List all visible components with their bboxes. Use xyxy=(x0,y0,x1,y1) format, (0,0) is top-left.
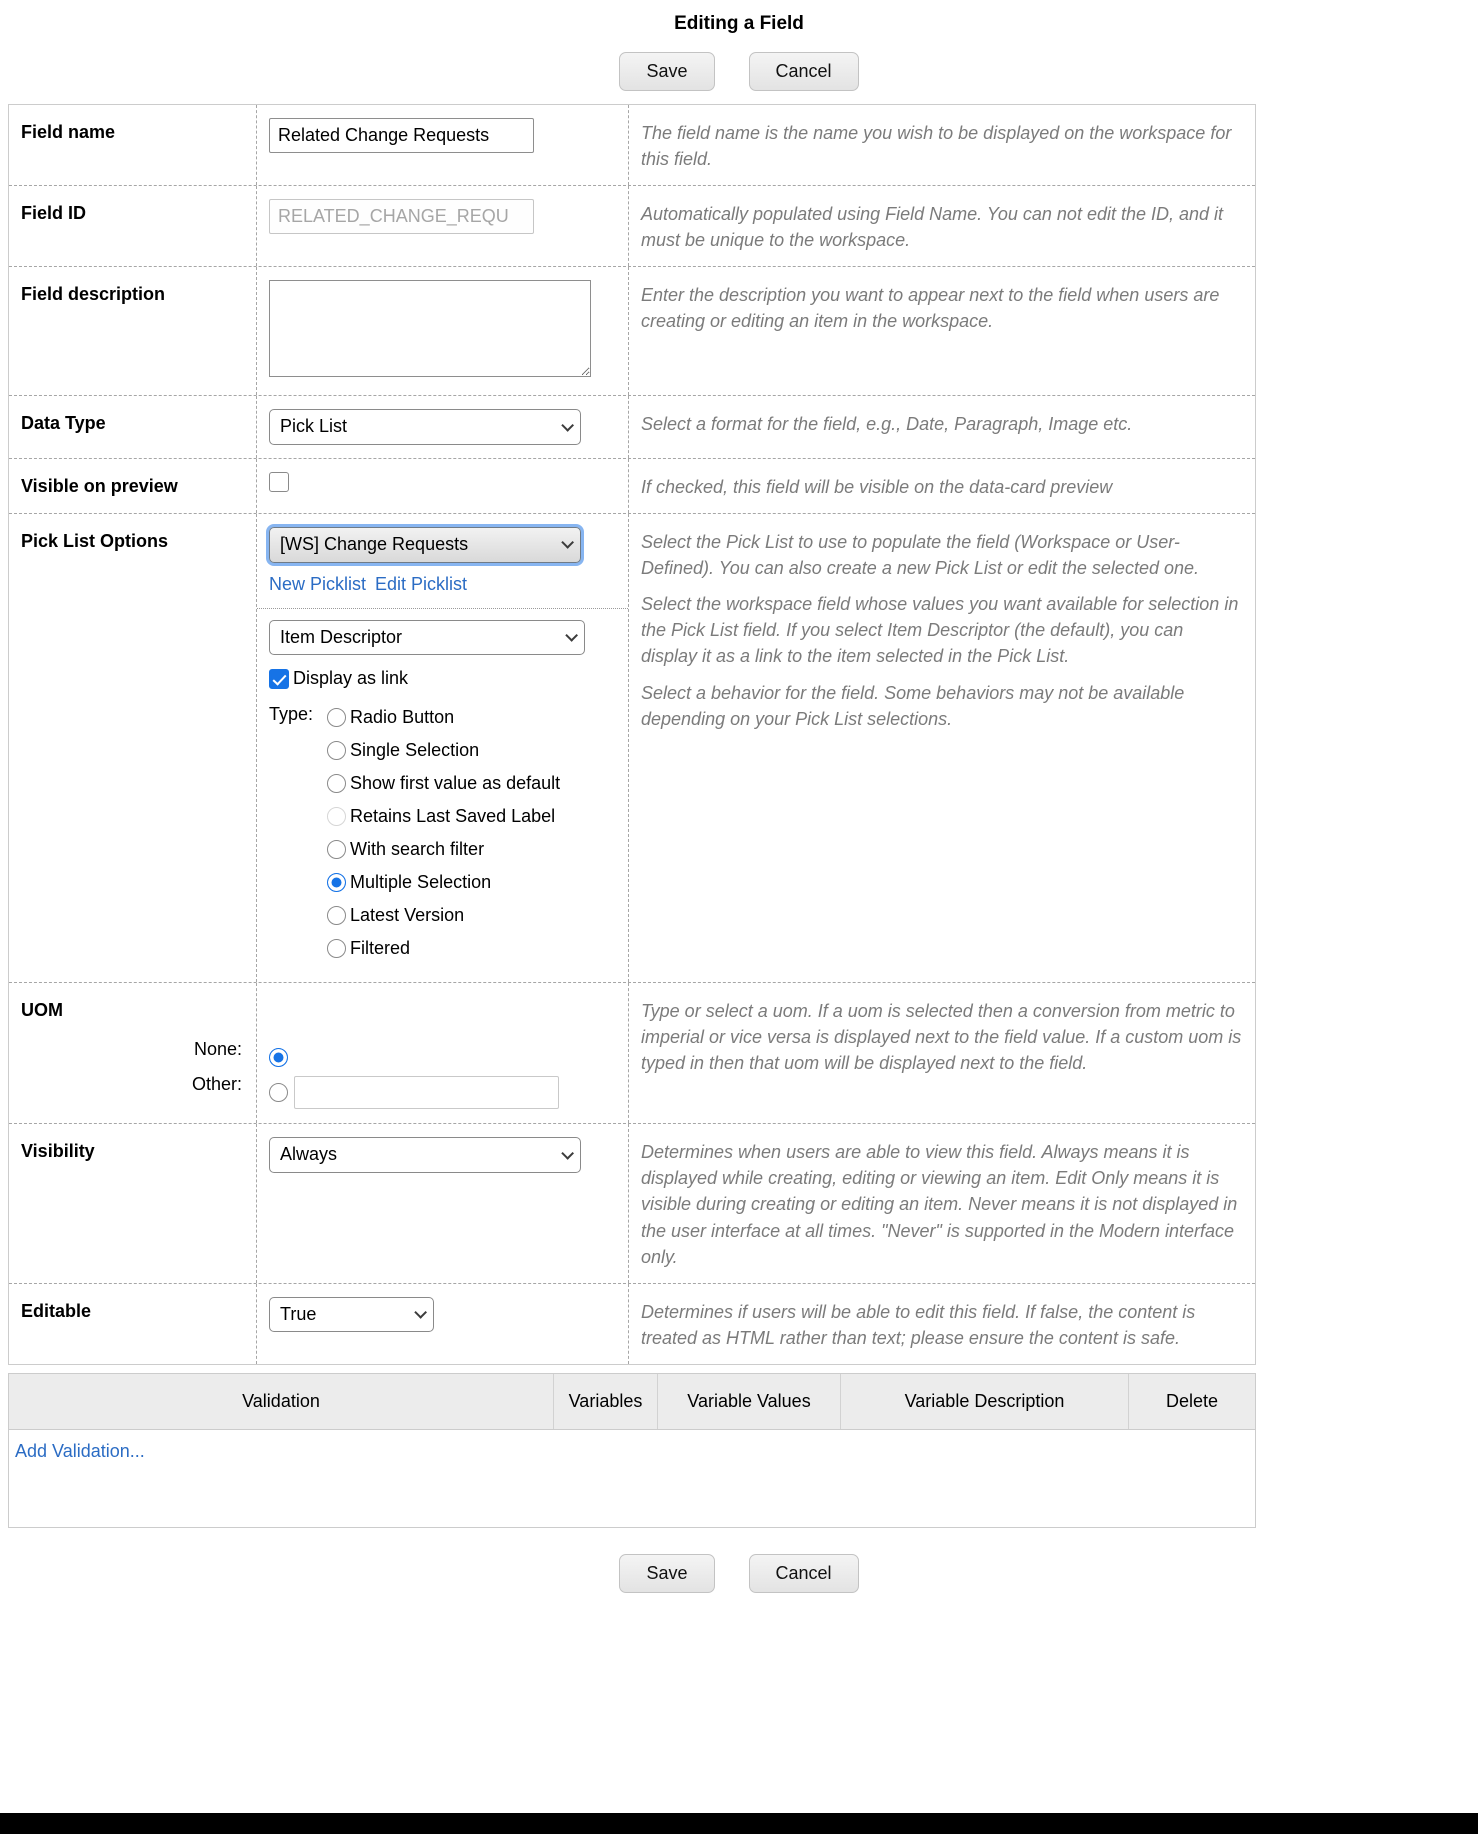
field-name-description: The field name is the name you wish to be displayed on the workspace for this field. xyxy=(641,123,1232,170)
validation-header-variable-description: Variable Description xyxy=(841,1374,1129,1429)
row-field-description xyxy=(9,267,1255,396)
validation-table xyxy=(8,1373,1256,1528)
validation-table-header xyxy=(9,1374,1255,1430)
editable-description: Determines if users will be able to edit this field. If false, the content is treated as HTML rather than text; please ensure the content is safe. xyxy=(641,1301,1196,1348)
picklist-description-2: Select the workspace field whose values you want available for selection in the Pick List field. If you select Item Descriptor (the default), you can display it as a link to the item selected in the Pick List. xyxy=(641,594,1239,667)
validation-header-delete: Delete xyxy=(1165,1390,1219,1411)
type-option-label: Multiple Selection xyxy=(350,872,492,893)
visibility-select-value: Always xyxy=(280,1144,338,1165)
edit-picklist-link[interactable]: Edit Picklist xyxy=(375,573,468,594)
type-option-show-first-value-as-default[interactable] xyxy=(327,767,560,800)
page-title: Editing a Field xyxy=(674,13,804,34)
validation-header-validation: Validation xyxy=(9,1374,554,1429)
field-description-description: Enter the description you want to appear next to the field when users are creating or editing an item in the workspace. xyxy=(641,285,1220,332)
visibility-label: Visibility xyxy=(9,1124,257,1282)
type-option-label: Retains Last Saved Label xyxy=(350,806,556,827)
data-type-select[interactable] xyxy=(269,409,581,445)
row-visibility xyxy=(9,1124,1255,1283)
display-as-link-label: Display as link xyxy=(293,668,409,689)
visible-on-preview-description: If checked, this field will be visible on the data-card preview xyxy=(641,476,1113,497)
type-option-label: Filtered xyxy=(350,938,411,959)
chevron-down-icon xyxy=(565,629,578,642)
uom-none-radio[interactable] xyxy=(269,1048,288,1067)
data-type-select-value: Pick List xyxy=(280,416,348,437)
bottom-black-bar xyxy=(0,1813,1478,1834)
top-button-row xyxy=(0,52,1478,91)
validation-table-body xyxy=(9,1430,1255,1527)
radio-button-icon[interactable] xyxy=(327,708,346,727)
type-options-block xyxy=(269,701,616,965)
type-option-radio-button[interactable] xyxy=(327,701,560,734)
save-button-top[interactable]: Save xyxy=(619,52,714,91)
picklist-select-value: [WS] Change Requests xyxy=(280,534,469,555)
field-description-textarea[interactable] xyxy=(269,280,591,377)
row-field-id xyxy=(9,186,1255,267)
uom-description: Type or select a uom. If a uom is selected then a conversion from metric to imperial or vice versa is displayed next to the field value. If a custom uom is typed in then that uom will be displayed next to the field. xyxy=(641,1001,1242,1074)
validation-header-variables: Variables xyxy=(554,1374,658,1429)
radio-button-icon[interactable] xyxy=(327,939,346,958)
pick-list-options-description xyxy=(629,514,1255,982)
radio-button-icon[interactable] xyxy=(327,873,346,892)
chevron-down-icon xyxy=(561,536,574,549)
type-option-label: Show first value as default xyxy=(350,773,561,794)
picklist-description-3: Select a behavior for the field. Some behaviors may not be available depending on your Pick List selections. xyxy=(641,682,1185,729)
cancel-button-bottom[interactable]: Cancel xyxy=(749,1554,859,1593)
row-uom xyxy=(9,983,1255,1124)
radio-button-icon[interactable] xyxy=(327,774,346,793)
uom-other-radio[interactable] xyxy=(269,1083,288,1102)
new-picklist-link[interactable]: New Picklist xyxy=(269,573,367,594)
editable-select[interactable] xyxy=(269,1297,434,1333)
type-option-label: Radio Button xyxy=(350,707,455,728)
data-type-description: Select a format for the field, e.g., Date, Paragraph, Image etc. xyxy=(641,414,1133,435)
display-as-link-option[interactable] xyxy=(269,668,616,689)
row-visible-on-preview xyxy=(9,459,1255,514)
uom-other-input[interactable] xyxy=(294,1076,559,1109)
visible-on-preview-checkbox[interactable] xyxy=(269,472,289,492)
field-id-label: Field ID xyxy=(9,186,257,266)
type-options-list xyxy=(327,701,560,965)
field-name-input[interactable] xyxy=(269,118,534,153)
radio-button-icon[interactable] xyxy=(327,741,346,760)
field-edit-form xyxy=(8,104,1256,1365)
uom-none-label: None: xyxy=(193,1039,242,1060)
pick-list-options-label: Pick List Options xyxy=(9,514,257,982)
add-validation-link[interactable]: Add Validation... xyxy=(15,1440,145,1461)
editable-label: Editable xyxy=(9,1284,257,1364)
uom-option-labels xyxy=(21,1032,244,1102)
editable-select-value: True xyxy=(280,1303,317,1324)
chevron-down-icon xyxy=(561,419,574,432)
row-editable xyxy=(9,1284,1255,1364)
uom-other-label: Other: xyxy=(191,1074,242,1095)
field-description-label: Field description xyxy=(9,267,257,395)
radio-button-icon[interactable] xyxy=(327,840,346,859)
picklist-select[interactable] xyxy=(269,527,581,563)
type-option-single-selection[interactable] xyxy=(327,734,560,767)
picklist-descriptor-section xyxy=(257,608,628,970)
picklist-description-1: Select the Pick List to use to populate the field (Workspace or User-Defined). You can also create a new Pick List or edit the selected one. xyxy=(641,532,1199,579)
type-option-label: Latest Version xyxy=(350,905,465,926)
type-option-label: Single Selection xyxy=(350,740,480,761)
cancel-button-top[interactable]: Cancel xyxy=(749,52,859,91)
row-field-name xyxy=(9,105,1255,186)
visible-on-preview-label: Visible on preview xyxy=(9,459,257,513)
row-pick-list-options xyxy=(9,514,1255,983)
row-data-type xyxy=(9,396,1255,459)
uom-label: UOM xyxy=(21,1000,63,1021)
descriptor-select[interactable] xyxy=(269,620,585,656)
type-option-with-search-filter[interactable] xyxy=(327,833,560,866)
bottom-button-row xyxy=(0,1554,1478,1593)
descriptor-select-value: Item Descriptor xyxy=(280,626,403,647)
data-type-label: Data Type xyxy=(9,396,257,458)
display-as-link-checkbox[interactable] xyxy=(269,669,289,689)
visibility-description: Determines when users are able to view this field. Always means it is displayed while creating, editing or viewing an item. Edit Only means it is visible during creating or editing an item. Never means it is not displayed in the user interface at all times. "Never" is supported in the Modern interface only. xyxy=(641,1142,1238,1267)
chevron-down-icon xyxy=(561,1147,574,1160)
validation-header-variable-values: Variable Values xyxy=(658,1374,841,1429)
type-option-latest-version[interactable] xyxy=(327,899,560,932)
radio-button-icon[interactable] xyxy=(327,906,346,925)
type-option-multiple-selection[interactable] xyxy=(327,866,560,899)
type-option-filtered[interactable] xyxy=(327,932,560,965)
save-button-bottom[interactable]: Save xyxy=(619,1554,714,1593)
field-name-label: Field name xyxy=(9,105,257,185)
field-id-input xyxy=(269,199,534,234)
type-option-label: With search filter xyxy=(350,839,485,860)
visibility-select[interactable] xyxy=(269,1137,581,1173)
type-label: Type: xyxy=(269,704,314,725)
field-id-description: Automatically populated using Field Name. You can not edit the ID, and it must be unique to the workspace. xyxy=(641,204,1224,251)
radio-button-icon xyxy=(327,807,346,826)
type-option-retains-last-saved-label[interactable] xyxy=(327,800,560,833)
chevron-down-icon xyxy=(414,1306,427,1319)
